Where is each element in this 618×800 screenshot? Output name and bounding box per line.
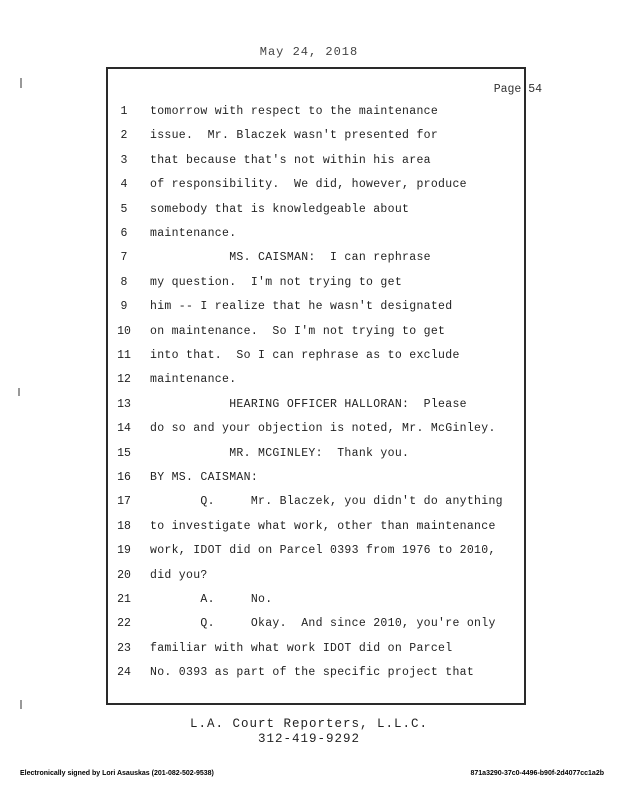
line-number: 18	[117, 520, 131, 533]
line-text: somebody that is knowledgeable about	[150, 203, 410, 216]
line-text: tomorrow with respect to the maintenance	[150, 105, 439, 118]
line-text: Q. Mr. Blaczek, you didn't do anything	[150, 495, 503, 508]
line-number: 11	[117, 349, 131, 362]
electronic-signature-note: Electronically signed by Lori Asauskas (201-082-502-9538)	[20, 770, 214, 777]
line-number: 7	[120, 251, 128, 264]
line-number: 14	[117, 422, 131, 435]
scan-speck	[18, 388, 20, 396]
line-text: maintenance.	[150, 373, 237, 386]
line-number: 20	[117, 569, 131, 582]
line-text: do so and your objection is noted, Mr. McGinley.	[150, 422, 496, 435]
line-text: that because that's not within his area	[150, 154, 431, 167]
line-text: No. 0393 as part of the specific project that	[150, 666, 475, 679]
line-text: him -- I realize that he wasn't designated	[150, 300, 453, 313]
line-text: Q. Okay. And since 2010, you're only	[150, 617, 496, 630]
line-text: on maintenance. So I'm not trying to get	[150, 325, 446, 338]
line-number: 21	[117, 593, 131, 606]
line-number: 22	[117, 617, 131, 630]
document-id: 871a3290-37c0-4496-b90f-2d4077cc1a2b	[470, 770, 604, 777]
line-number: 16	[117, 471, 131, 484]
line-number: 19	[117, 544, 131, 557]
line-number: 4	[120, 178, 128, 191]
line-text: of responsibility. We did, however, produce	[150, 178, 467, 191]
line-number: 1	[120, 105, 128, 118]
line-text: issue. Mr. Blaczek wasn't presented for	[150, 129, 439, 142]
scan-speck	[20, 78, 22, 88]
line-text: MR. MCGINLEY: Thank you.	[150, 447, 410, 460]
line-text: A. No.	[150, 593, 273, 606]
line-number: 12	[117, 373, 131, 386]
line-text: work, IDOT did on Parcel 0393 from 1976 to 2010,	[150, 544, 496, 557]
line-text: HEARING OFFICER HALLORAN: Please	[150, 398, 467, 411]
scan-speck	[20, 700, 22, 709]
line-text: did you?	[150, 569, 208, 582]
line-text: maintenance.	[150, 227, 237, 240]
line-text: into that. So I can rephrase as to exclude	[150, 349, 460, 362]
line-number: 3	[120, 154, 128, 167]
line-number: 2	[120, 129, 128, 142]
line-text: my question. I'm not trying to get	[150, 276, 403, 289]
line-number: 6	[120, 227, 128, 240]
line-number: 24	[117, 666, 131, 679]
header-date: May 24, 2018	[259, 45, 359, 59]
line-number: 13	[117, 398, 131, 411]
line-number: 15	[117, 447, 131, 460]
line-text: familiar with what work IDOT did on Parcel	[150, 642, 453, 655]
line-number: 8	[120, 276, 128, 289]
line-number: 17	[117, 495, 131, 508]
footer-phone: 312-419-9292	[257, 732, 360, 746]
line-number: 9	[120, 300, 128, 313]
page-number: Page 54	[493, 83, 542, 96]
line-text: to investigate what work, other than maintenance	[150, 520, 496, 533]
line-text: MS. CAISMAN: I can rephrase	[150, 251, 431, 264]
line-number: 23	[117, 642, 131, 655]
footer-company: L.A. Court Reporters, L.L.C.	[189, 717, 429, 731]
line-text: BY MS. CAISMAN:	[150, 471, 259, 484]
line-number: 5	[120, 203, 128, 216]
line-number: 10	[117, 325, 131, 338]
